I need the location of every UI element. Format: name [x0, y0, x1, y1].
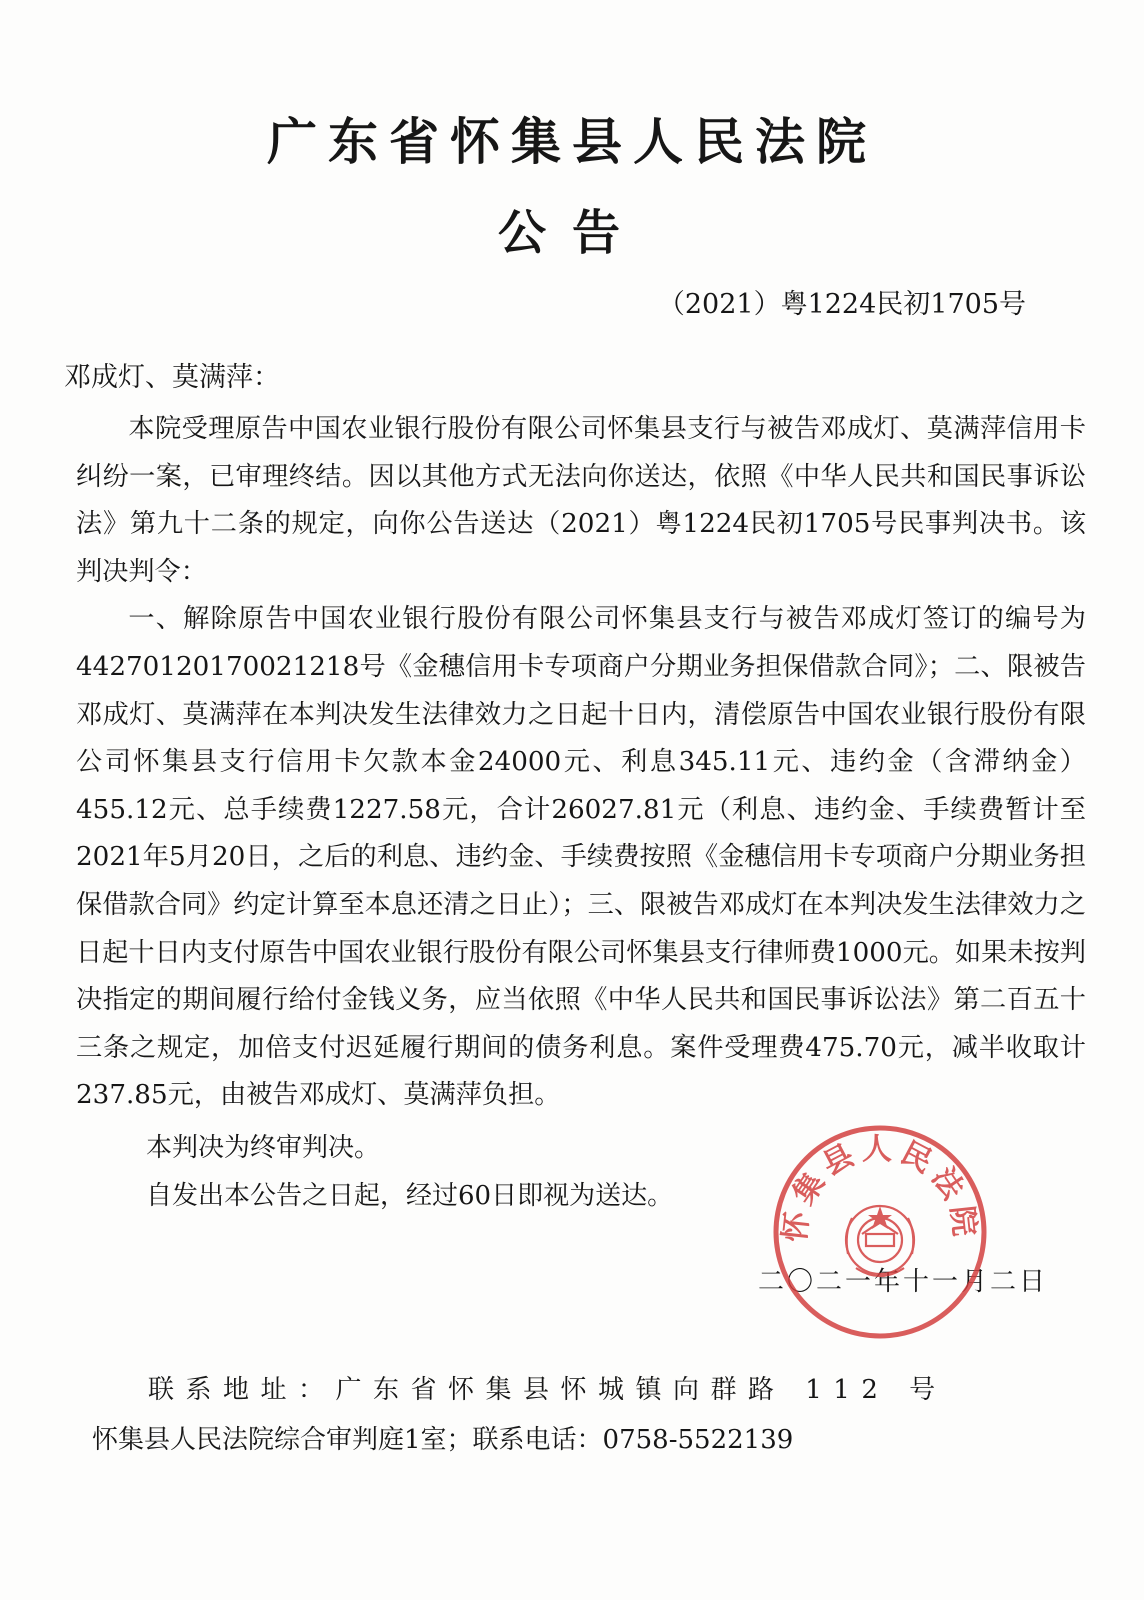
body-paragraph-case-intro: 本院受理原告中国农业银行股份有限公司怀集县支行与被告邓成灯、莫满萍信用卡纠纷一案，已审理终结。因以其他方式无法向你送达，依照《中华人民共和国民事诉讼法》第九十二条的规定，向你公告送达（2021）粤1224民初1705号民事判决书。该判决判令： [76, 414, 1086, 587]
seal-inscription: 怀集县人民法院 [777, 1131, 983, 1244]
final-judgment-statement: 本判决为终审判决。 [146, 1133, 381, 1163]
addressee-line: 邓成灯、莫满萍： [64, 362, 280, 393]
issue-date: 二〇二一年十一月二日 [758, 1267, 1049, 1297]
service-notice-statement: 自发出本公告之日起，经过60日即视为送达。 [146, 1181, 674, 1211]
contact-address: 联系地址：广东省怀集县怀城镇向群路 112 号 [148, 1375, 947, 1405]
announcement-body [76, 406, 1086, 1120]
contact-room-phone: 怀集县人民法院综合审判庭1室；联系电话：0758-5522139 [92, 1425, 794, 1455]
closing-statements [146, 1124, 673, 1220]
document-title: 公告 [497, 205, 646, 261]
court-seal-stamp [770, 1122, 990, 1342]
body-paragraph-judgment-terms: 一、解除原告中国农业银行股份有限公司怀集县支行与被告邓成灯签订的编号为44270120170021218号《金穗信用卡专项商户分期业务担保借款合同》；二、限被告邓成灯、莫满萍在本判决发生法律效力之日起十日内，清偿原告中国农业银行股份有限公司怀集县支行信用卡欠款本金24000元、利息345.11元、违约金（含滞纳金）455.12元、总手续费1227.58元，合计26027.81元（利息、违约金、手续费暂计至2021年5月20日，之后的利息、违约金、手续费按照《金穗信用卡专项商户分期业务担保借款合同》约定计算至本息还清之日止）；三、限被告邓成灯在本判决发生法律效力之日起十日内支付原告中国农业银行股份有限公司怀集县支行律师费1000元。如果未按判决指定的期间履行给付金钱义务，应当依照《中华人民共和国民事诉讼法》第二百五十三条之规定，加倍支付迟延履行期间的债务利息。案件受理费475.70元，减半收取计237.85元，由被告邓成灯、莫满萍负担。 [76, 604, 1086, 1111]
case-number: （2021）粤1224民初1705号 [657, 289, 1026, 320]
court-name-heading: 广东省怀集县人民法院 [267, 113, 877, 171]
seal-star-icon [868, 1206, 892, 1229]
